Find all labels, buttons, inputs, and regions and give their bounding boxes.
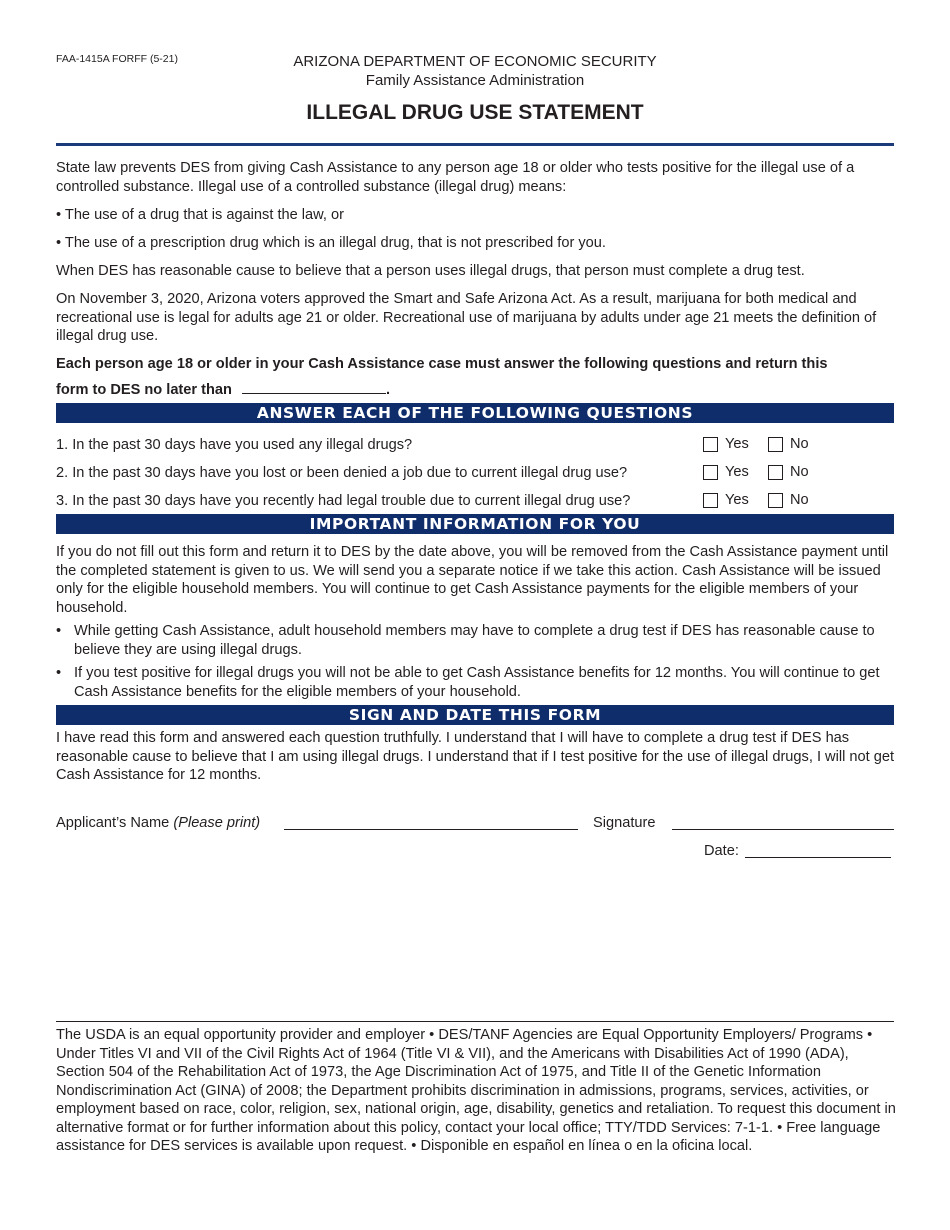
- footer-divider: [56, 1021, 894, 1022]
- question-2-text: 2. In the past 30 days have you lost or been denied a job due to current illegal drug use?: [56, 465, 628, 481]
- important-paragraph: If you do not fill out this form and return it to DES by the date above, you will be removed from the Cash Assistance payment until the completed statement is given to us. We will send you a separate notice if we take this action. Cash Assistance will be issued only for the eligible household members. You will continue to get Cash Assistance payments for the eligible members of your household.: [56, 544, 889, 616]
- signature-field[interactable]: [672, 814, 894, 830]
- date-field[interactable]: [745, 842, 891, 858]
- question-3-no-option[interactable]: [768, 491, 809, 513]
- intro-bullet-1: • The use of a drug that is against the law, or: [56, 207, 344, 223]
- nondiscrimination-notice: The USDA is an equal opportunity provider and employer • DES/TANF Agencies are Equal Opportunity Employers/ Programs • Under Titles VI and VII of the Civil Rights Act of 1964 (Title VI & VII), and the Americans with Disabilities Act of 1990 (ADA), Section 504 of the Rehabilitation Act of 1973, the Age Discrimination Act of 1975, and Title II of the Genetic Information Nondiscrimination Act (GINA) of 2008; the Department prohibits discrimination in admissions, programs, services, activities, or employment based on race, color, religion, sex, national origin, age, disability, genetics and retaliation. To request this document in alternative format or for further information about this policy, contact your local office; TTY/TDD Services: 7-1-1. • Free language assistance for DES services is available upon request. • Disponible en español en línea o en la oficina local.: [56, 1027, 896, 1154]
- division-name: Family Assistance Administration: [365, 72, 585, 89]
- important-bullet-1-symbol: •: [56, 623, 62, 639]
- agency-name: ARIZONA DEPARTMENT OF ECONOMIC SECURITY: [293, 53, 657, 70]
- question-1-no-checkbox[interactable]: [768, 437, 783, 452]
- signature-label: Signature: [593, 815, 656, 831]
- question-1-yes-option[interactable]: [703, 435, 749, 457]
- applicant-name-hint: (Please print): [173, 815, 261, 831]
- question-1-yes-checkbox[interactable]: [703, 437, 718, 452]
- question-2-yes-option[interactable]: [703, 463, 749, 485]
- applicant-name-label: Applicant’s Name: [56, 815, 170, 831]
- important-bullet-2: If you test positive for illegal drugs you will not be able to get Cash Assistance benefits for 12 months. You will continue to get Cash Assistance benefits for the eligible members of your household.: [74, 665, 880, 700]
- applicant-name-row: [56, 814, 260, 833]
- question-3-yes-option[interactable]: [703, 491, 749, 513]
- instruction-line-2: [56, 380, 390, 400]
- attestation-paragraph: I have read this form and answered each question truthfully. I understand that I will have to complete a drug test if DES has reasonable cause to believe that I am using illegal drugs. I understand that if I test positive for the use of illegal drugs, I will not get Cash Assistance for 12 months.: [56, 730, 895, 783]
- question-2-yes-checkbox[interactable]: [703, 465, 718, 480]
- question-1-text: 1. In the past 30 days have you used any illegal drugs?: [56, 437, 413, 453]
- page-title: ILLEGAL DRUG USE STATEMENT: [306, 101, 644, 124]
- drug-test-paragraph: When DES has reasonable cause to believe that a person uses illegal drugs, that person must complete a drug test.: [56, 263, 805, 279]
- deadline-date-field[interactable]: [242, 380, 386, 394]
- instruction-line-1: Each person age 18 or older in your Cash Assistance case must answer the following questions and return this: [56, 356, 828, 372]
- question-1-yes-label: Yes: [725, 436, 749, 452]
- intro-paragraph: State law prevents DES from giving Cash Assistance to any person age 18 or older who tests positive for the illegal use of a controlled substance. Illegal use of a controlled substance (illegal drug) means:: [56, 160, 855, 195]
- question-2-yes-label: Yes: [725, 464, 749, 480]
- question-2-no-label: No: [790, 464, 809, 480]
- header-divider: [56, 143, 894, 146]
- questions-section-heading: ANSWER EACH OF THE FOLLOWING QUESTIONS: [56, 403, 894, 423]
- question-3-yes-checkbox[interactable]: [703, 493, 718, 508]
- important-bullet-2-symbol: •: [56, 665, 62, 681]
- question-3-no-checkbox[interactable]: [768, 493, 783, 508]
- question-2-no-checkbox[interactable]: [768, 465, 783, 480]
- instruction-deadline-label: form to DES no later than: [56, 382, 232, 398]
- intro-bullet-2: • The use of a prescription drug which is an illegal drug, that is not prescribed for you.: [56, 235, 606, 251]
- instruction-period: .: [386, 382, 391, 398]
- important-section-heading: IMPORTANT INFORMATION FOR YOU: [56, 514, 894, 534]
- applicant-name-field[interactable]: [284, 814, 578, 830]
- question-2-no-option[interactable]: [768, 463, 809, 485]
- important-bullet-1: While getting Cash Assistance, adult household members may have to complete a drug test if DES has reasonable cause to believe they are using illegal drugs.: [74, 623, 875, 658]
- date-label: Date:: [704, 843, 739, 859]
- sign-section-heading: SIGN AND DATE THIS FORM: [56, 705, 894, 725]
- marijuana-paragraph: On November 3, 2020, Arizona voters approved the Smart and Safe Arizona Act. As a result, marijuana for both medical and recreational use is legal for adults age 21 or older. Recreational use of marijuana by adults under age 21 meets the definition of illegal drug use.: [56, 291, 877, 344]
- question-3-text: 3. In the past 30 days have you recently had legal trouble due to current illegal drug use?: [56, 493, 631, 509]
- question-3-no-label: No: [790, 492, 809, 508]
- question-3-yes-label: Yes: [725, 492, 749, 508]
- form-code: FAA-1415A FORFF (5-21): [56, 53, 178, 65]
- question-1-no-label: No: [790, 436, 809, 452]
- question-1-no-option[interactable]: [768, 435, 809, 457]
